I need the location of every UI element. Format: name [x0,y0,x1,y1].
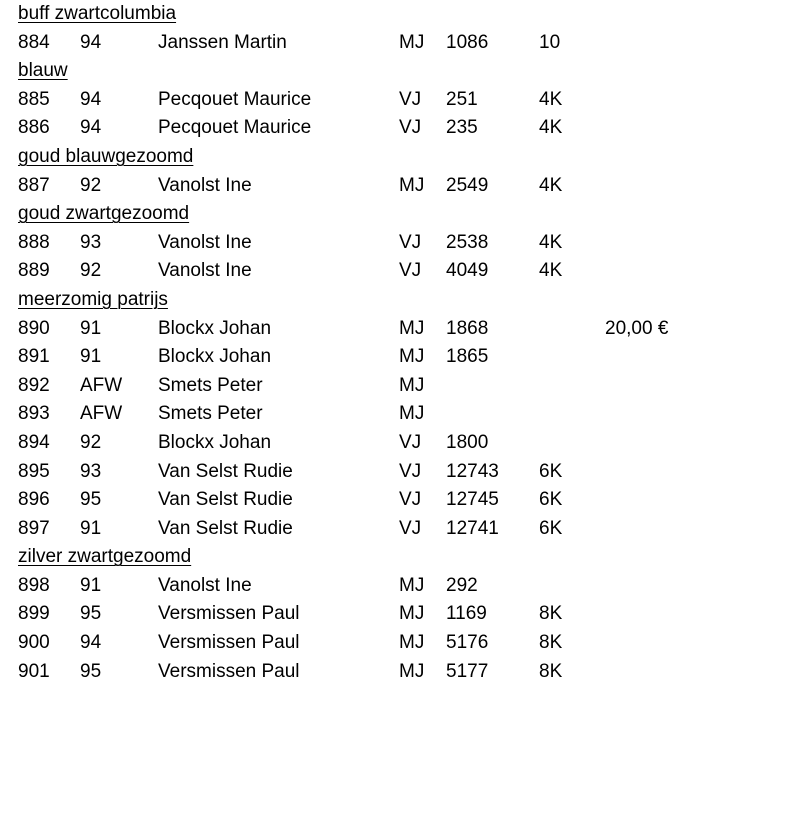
table-row [0,629,805,658]
entry-year: 91 [80,517,102,539]
entry-owner: Vanolst Ine [158,574,252,596]
entry-number: 884 [18,31,50,53]
entry-ring: 292 [446,574,478,596]
entry-owner: Smets Peter [158,403,263,425]
entry-year: AFW [80,403,123,425]
section-heading: meerzomig patrijs [18,288,168,310]
entry-year: AFW [80,374,123,396]
entry-owner: Smets Peter [158,374,263,396]
entry-sex: MJ [399,632,425,654]
entry-ring: 2549 [446,174,489,196]
entry-ring: 12741 [446,517,499,539]
table-row [0,486,805,515]
entry-year: 95 [80,660,102,682]
entry-ring: 251 [446,88,478,110]
entry-owner: Vanolst Ine [158,260,252,282]
section-heading-line [0,543,805,572]
table-row [0,600,805,629]
entry-number: 888 [18,231,50,253]
table-row [0,343,805,372]
entry-ring: 12745 [446,489,499,511]
entry-year: 95 [80,603,102,625]
entry-owner: Blockx Johan [158,317,272,339]
entry-sex: VJ [399,260,422,282]
entry-number: 895 [18,460,50,482]
entry-price: 20,00 € [605,317,669,339]
table-row [0,458,805,487]
entry-sex: VJ [399,517,422,539]
entry-sex: VJ [399,117,422,139]
entry-number: 898 [18,574,50,596]
entry-year: 94 [80,117,102,139]
entry-number: 890 [18,317,50,339]
table-row [0,114,805,143]
entry-cage: 6K [539,460,563,482]
table-row [0,172,805,201]
entry-sex: VJ [399,489,422,511]
entry-year: 95 [80,489,102,511]
entry-sex: MJ [399,603,425,625]
entry-ring: 5176 [446,632,489,654]
entry-sex: VJ [399,460,422,482]
entry-number: 900 [18,632,50,654]
entry-year: 92 [80,174,102,196]
entry-year: 93 [80,231,102,253]
entry-number: 887 [18,174,50,196]
entry-cage: 8K [539,660,563,682]
entry-number: 893 [18,403,50,425]
table-row [0,29,805,58]
entry-owner: Vanolst Ine [158,174,252,196]
entry-year: 94 [80,632,102,654]
entry-owner: Pecqouet Maurice [158,88,312,110]
entry-sex: MJ [399,174,425,196]
section-heading: goud zwartgezoomd [18,203,190,225]
entry-year: 94 [80,88,102,110]
entry-owner: Versmissen Paul [158,632,300,654]
entry-year: 92 [80,431,102,453]
entry-cage: 4K [539,231,563,253]
entry-ring: 1868 [446,317,489,339]
table-row [0,515,805,544]
table-row [0,86,805,115]
entry-owner: Pecqouet Maurice [158,117,312,139]
entry-number: 894 [18,431,50,453]
section-heading-line [0,143,805,172]
entry-sex: MJ [399,31,425,53]
entry-number: 901 [18,660,50,682]
entry-ring: 2538 [446,231,489,253]
entry-sex: VJ [399,88,422,110]
entry-number: 891 [18,346,50,368]
section-heading: buff zwartcolumbia [18,3,177,24]
entry-ring: 1800 [446,431,489,453]
section-heading: blauw [18,60,68,82]
entry-number: 897 [18,517,50,539]
entry-owner: Janssen Martin [158,31,287,53]
entry-owner: Van Selst Rudie [158,489,293,511]
section-heading: goud blauwgezoomd [18,145,194,167]
entry-year: 93 [80,460,102,482]
table-row [0,315,805,344]
entry-ring: 1865 [446,346,489,368]
entry-number: 885 [18,88,50,110]
section-heading: zilver zwartgezoomd [18,546,192,568]
entry-sex: MJ [399,374,425,396]
entry-owner: Van Selst Rudie [158,460,293,482]
entry-owner: Versmissen Paul [158,660,300,682]
entry-ring: 4049 [446,260,489,282]
entry-sex: VJ [399,431,422,453]
section-heading-line [0,57,805,86]
entry-owner: Blockx Johan [158,431,272,453]
entry-ring: 235 [446,117,478,139]
entry-owner: Versmissen Paul [158,603,300,625]
section-heading-line [0,0,805,29]
entry-cage: 4K [539,174,563,196]
entry-number: 892 [18,374,50,396]
entry-number: 896 [18,489,50,511]
entry-number: 886 [18,117,50,139]
entry-sex: MJ [399,660,425,682]
table-row [0,257,805,286]
entry-year: 92 [80,260,102,282]
entry-sex: MJ [399,346,425,368]
entry-ring: 1086 [446,31,489,53]
entry-number: 889 [18,260,50,282]
entry-cage: 6K [539,489,563,511]
entry-year: 91 [80,574,102,596]
section-heading-line [0,286,805,315]
table-row [0,372,805,401]
entry-year: 91 [80,346,102,368]
table-row [0,400,805,429]
entry-year: 91 [80,317,102,339]
entry-sex: MJ [399,403,425,425]
entry-cage: 8K [539,603,563,625]
entry-cage: 4K [539,88,563,110]
entry-ring: 1169 [446,603,487,625]
section-heading-line [0,200,805,229]
table-row [0,572,805,601]
entry-cage: 4K [539,260,563,282]
entry-ring: 12743 [446,460,499,482]
table-row [0,229,805,258]
table-row [0,658,805,687]
entry-number: 899 [18,603,50,625]
entry-sex: MJ [399,574,425,596]
entry-year: 94 [80,31,102,53]
entry-owner: Van Selst Rudie [158,517,293,539]
entry-sex: MJ [399,317,425,339]
entry-cage: 8K [539,632,563,654]
entry-owner: Vanolst Ine [158,231,252,253]
entry-cage: 4K [539,117,563,139]
entry-owner: Blockx Johan [158,346,272,368]
entry-cage: 10 [539,31,561,53]
entry-cage: 6K [539,517,563,539]
entry-ring: 5177 [446,660,489,682]
entry-sex: VJ [399,231,422,253]
table-row [0,429,805,458]
